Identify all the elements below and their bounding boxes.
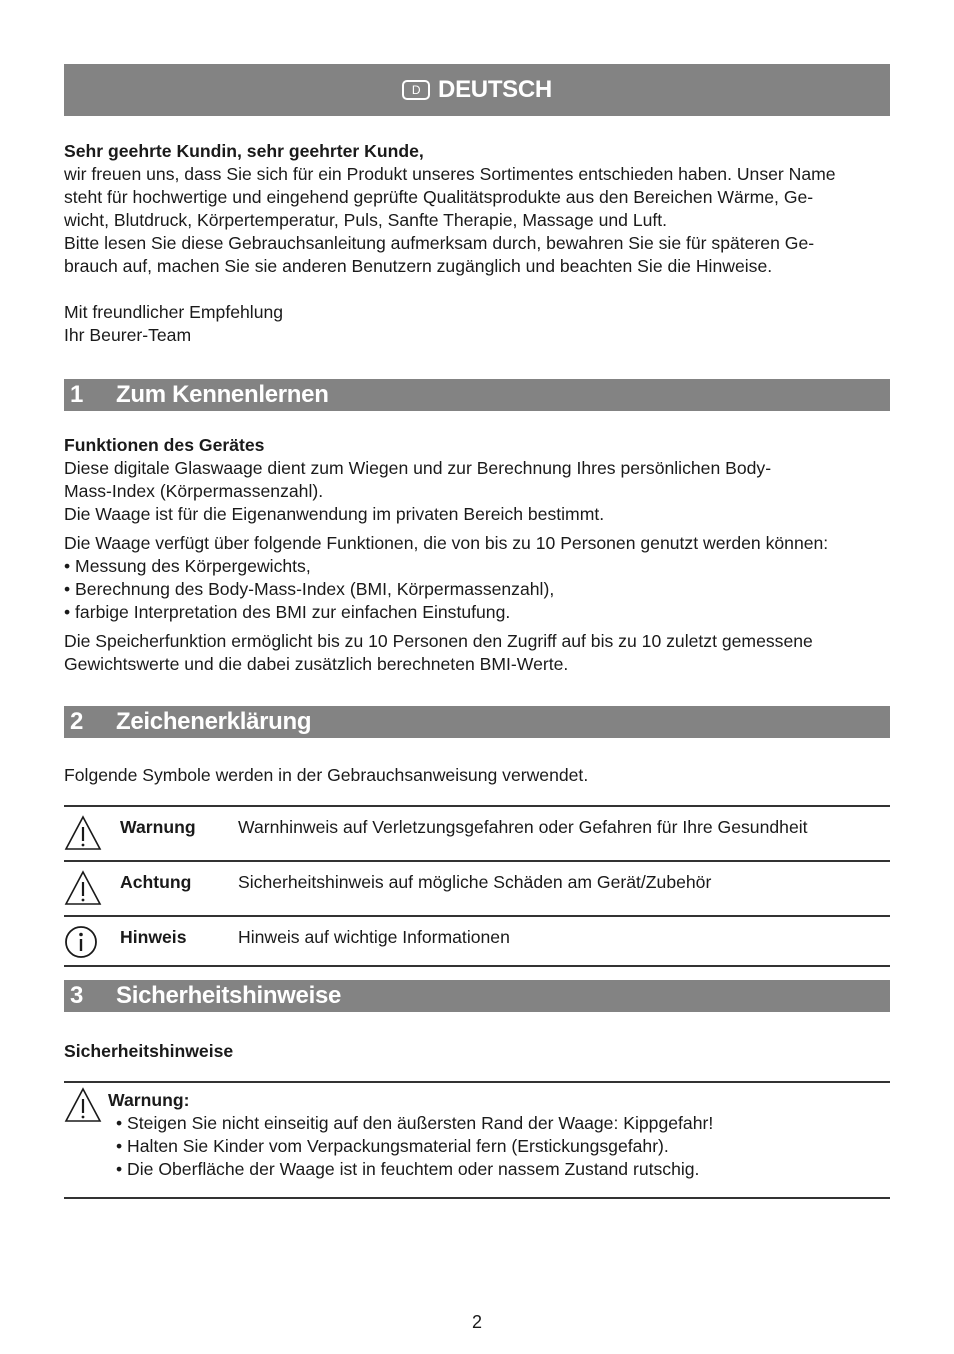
section-number: 1 <box>70 381 84 408</box>
intro-block <box>64 140 890 347</box>
warning-box <box>64 1081 890 1199</box>
symbols-table <box>64 805 890 967</box>
salutation: Sehr geehrte Kundin, sehr geehrter Kunde, <box>64 141 424 161</box>
table-row <box>64 862 890 917</box>
bullet-item: • Steigen Sie nicht einseitig auf den äußersten Rand der Waage: Kippgefahr! <box>116 1113 714 1133</box>
section-header-3 <box>64 980 890 1012</box>
closing-line: Ihr Beurer-Team <box>64 325 192 345</box>
bullet-item: • farbige Interpretation des BMI zur einfachen Einstufung. <box>64 602 511 622</box>
section-header-2 <box>64 706 890 738</box>
section-title: Sicherheitshinweise <box>116 982 342 1009</box>
intro-line: steht für hochwertige und eingehend geprüfte Qualitätsprodukte aus den Bereichen Wärme, Ge- <box>64 187 814 207</box>
bullet-item: • Berechnung des Body-Mass-Index (BMI, Körpermassenzahl), <box>64 579 555 599</box>
section-number: 3 <box>70 982 84 1009</box>
intro-line: Bitte lesen Sie diese Gebrauchsanleitung aufmerksam durch, bewahren Sie sie für späteren Ge- <box>64 233 815 253</box>
paragraph-line: Die Speicherfunktion ermöglicht bis zu 10 Personen den Zugriff auf bis zu 10 zuletzt gemessene <box>64 631 813 651</box>
symbol-label: Hinweis <box>120 927 187 947</box>
table-row <box>64 807 890 862</box>
info-circle-icon <box>64 917 120 959</box>
bullet-item: • Die Oberfläche der Waage ist in feuchtem oder nassem Zustand rutschig. <box>116 1159 700 1179</box>
section-title: Zeichenerklärung <box>116 708 312 735</box>
paragraph-line: Die Waage verfügt über folgende Funktionen, die von bis zu 10 Personen genutzt werden können: <box>64 533 829 553</box>
paragraph-line: Gewichtswerte und die dabei zusätzlich berechneten BMI-Werte. <box>64 654 569 674</box>
warning-triangle-icon <box>64 862 120 906</box>
section1-body <box>64 434 890 676</box>
section-header-1 <box>64 379 890 411</box>
symbol-description: Sicherheitshinweis auf mögliche Schäden am Gerät/Zubehör <box>238 872 712 892</box>
section-number: 2 <box>70 708 84 735</box>
symbols-intro: Folgende Symbole werden in der Gebrauchsanweisung verwendet. <box>64 765 589 785</box>
warning-content <box>108 1089 713 1181</box>
subheading: Sicherheitshinweise <box>64 1041 234 1061</box>
section-title: Zum Kennenlernen <box>116 381 329 408</box>
warning-title: Warnung: <box>108 1090 190 1110</box>
symbol-description: Hinweis auf wichtige Informationen <box>238 927 510 947</box>
symbol-label: Achtung <box>120 872 192 892</box>
paragraph-line: Diese digitale Glaswaage dient zum Wiegen und zur Berechnung Ihres persönlichen Body- <box>64 458 772 478</box>
language-badge: D <box>402 80 430 100</box>
warning-triangle-icon <box>64 807 120 851</box>
intro-line: wir freuen uns, dass Sie sich für ein Produkt unseres Sortimentes entschieden haben. Unser Name <box>64 164 836 184</box>
intro-line: wicht, Blutdruck, Körpertemperatur, Puls, Sanfte Therapie, Massage und Luft. <box>64 210 668 230</box>
symbol-label: Warnung <box>120 817 196 837</box>
subheading: Funktionen des Gerätes <box>64 435 265 455</box>
paragraph-line: Mass-Index (Körpermassenzahl). <box>64 481 324 501</box>
bullet-item: • Messung des Körpergewichts, <box>64 556 311 576</box>
symbol-description: Warnhinweis auf Verletzungsgefahren oder Gefahren für Ihre Gesundheit <box>238 817 808 837</box>
table-row <box>64 917 890 967</box>
language-title: DEUTSCH <box>438 76 552 103</box>
closing-line: Mit freundlicher Empfehlung <box>64 302 284 322</box>
warning-triangle-icon <box>64 1087 102 1128</box>
intro-line: brauch auf, machen Sie sie anderen Benutzern zugänglich und beachten Sie die Hinweise. <box>64 256 773 276</box>
page-number: 2 <box>471 1312 482 1332</box>
manual-page <box>64 64 890 1199</box>
paragraph-line: Die Waage ist für die Eigenanwendung im privaten Bereich bestimmt. <box>64 504 605 524</box>
bullet-item: • Halten Sie Kinder vom Verpackungsmaterial fern (Erstickungsgefahr). <box>116 1136 669 1156</box>
language-header <box>64 64 890 116</box>
